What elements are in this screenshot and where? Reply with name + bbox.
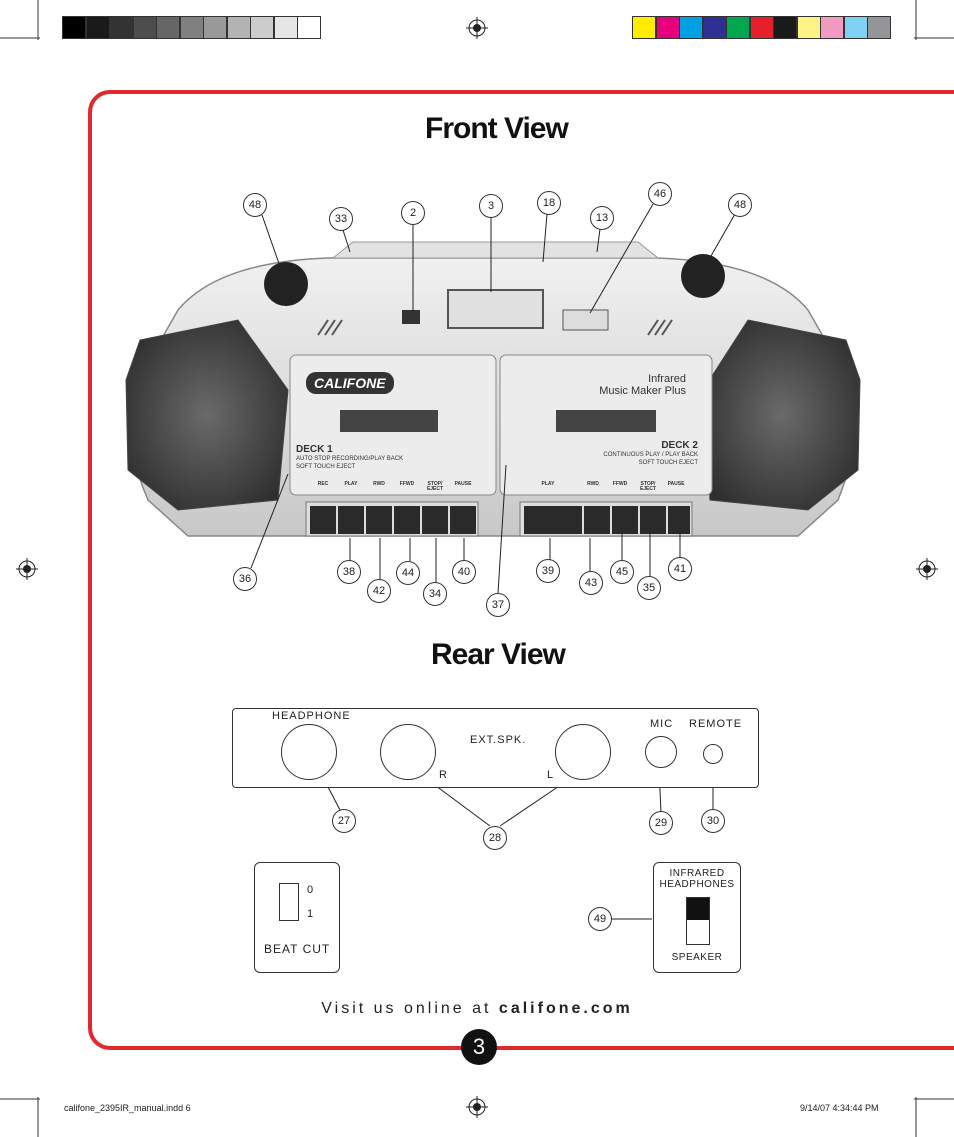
- callout-18: 18: [537, 191, 561, 215]
- page-number: 3: [461, 1029, 497, 1065]
- deck2-desc2: SOFT TOUCH EJECT: [638, 460, 698, 466]
- callout-35: 35: [637, 576, 661, 600]
- mic-label: MIC: [650, 718, 674, 730]
- deck-button-label: FFWD: [399, 481, 415, 487]
- rear-view-title: Rear View: [431, 638, 565, 671]
- callout-3: 3: [479, 194, 503, 218]
- remote-label: REMOTE: [689, 718, 743, 730]
- l-label: L: [547, 769, 555, 781]
- deck-button-label: PLAY: [344, 481, 358, 487]
- headphone-jack: [281, 724, 337, 780]
- ir-switch[interactable]: [686, 897, 710, 945]
- slug-date: 9/14/07 4:34:44 PM: [800, 1103, 879, 1113]
- deck1-desc2: SOFT TOUCH EJECT: [296, 464, 356, 470]
- callout-2: 2: [401, 201, 425, 225]
- model-name: Infrared Music Maker Plus: [599, 373, 686, 397]
- ext-speaker-jack-r: [380, 724, 436, 780]
- callout-30: 30: [701, 809, 725, 833]
- callout-29: 29: [649, 811, 673, 835]
- callout-41: 41: [668, 557, 692, 581]
- brand-logo: CALIFONE: [306, 372, 394, 394]
- beat-cut-pos0: 0: [307, 884, 315, 896]
- ext-speaker-jack-l: [555, 724, 611, 780]
- callout-27: 27: [332, 809, 356, 833]
- deck-button-label: PLAY: [541, 481, 555, 487]
- footer-prefix: Visit us online at: [321, 1000, 499, 1017]
- deck-button-label: FFWD: [612, 481, 628, 487]
- deck-button-label: RWD: [587, 481, 599, 487]
- callout-34: 34: [423, 582, 447, 606]
- callout-40: 40: [452, 560, 476, 584]
- callout-48-right: 48: [728, 193, 752, 217]
- callout-43: 43: [579, 571, 603, 595]
- callout-49: 49: [588, 907, 612, 931]
- deck-button-label: PAUSE: [667, 481, 685, 487]
- deck1-name: DECK 1: [296, 444, 333, 455]
- deck-button-label: RWD: [373, 481, 385, 487]
- mic-jack: [645, 736, 677, 768]
- deck2-name: DECK 2: [661, 440, 698, 451]
- slug-file: califone_2395IR_manual.indd 6: [64, 1103, 191, 1113]
- beat-cut-switch[interactable]: [279, 883, 299, 921]
- remote-jack: [703, 744, 723, 764]
- callout-36: 36: [233, 567, 257, 591]
- callout-44: 44: [396, 561, 420, 585]
- callout-37: 37: [486, 593, 510, 617]
- callout-48-left: 48: [243, 193, 267, 217]
- speaker-label: SPEAKER: [671, 952, 723, 963]
- callout-45: 45: [610, 560, 634, 584]
- front-view-title: Front View: [425, 112, 568, 145]
- beat-cut-pos1: 1: [307, 908, 315, 920]
- ext-spk-label: EXT.SPK.: [470, 734, 527, 746]
- ir-headphones-label: INFRARED HEADPHONES: [659, 868, 735, 890]
- footer-web: [0, 1000, 954, 1018]
- deck1-desc1: AUTO STOP RECORDING/PLAY BACK: [296, 456, 404, 462]
- callout-38: 38: [337, 560, 361, 584]
- callout-42: 42: [367, 579, 391, 603]
- r-label: R: [439, 769, 448, 781]
- deck-button-label: STOP/ EJECT: [639, 481, 657, 492]
- headphone-label: HEADPHONE: [272, 710, 351, 722]
- beat-cut-label: BEAT CUT: [264, 942, 331, 956]
- callout-39: 39: [536, 559, 560, 583]
- deck-button-label: STOP/ EJECT: [426, 481, 444, 492]
- deck-button-label: REC: [317, 481, 329, 487]
- deck-button-label: PAUSE: [454, 481, 472, 487]
- deck2-desc1: CONTINUOUS PLAY / PLAY BACK: [603, 452, 698, 458]
- callout-28: 28: [483, 826, 507, 850]
- callout-46: 46: [648, 182, 672, 206]
- footer-site[interactable]: califone.com: [498, 1000, 633, 1017]
- callout-33: 33: [329, 207, 353, 231]
- callout-13: 13: [590, 206, 614, 230]
